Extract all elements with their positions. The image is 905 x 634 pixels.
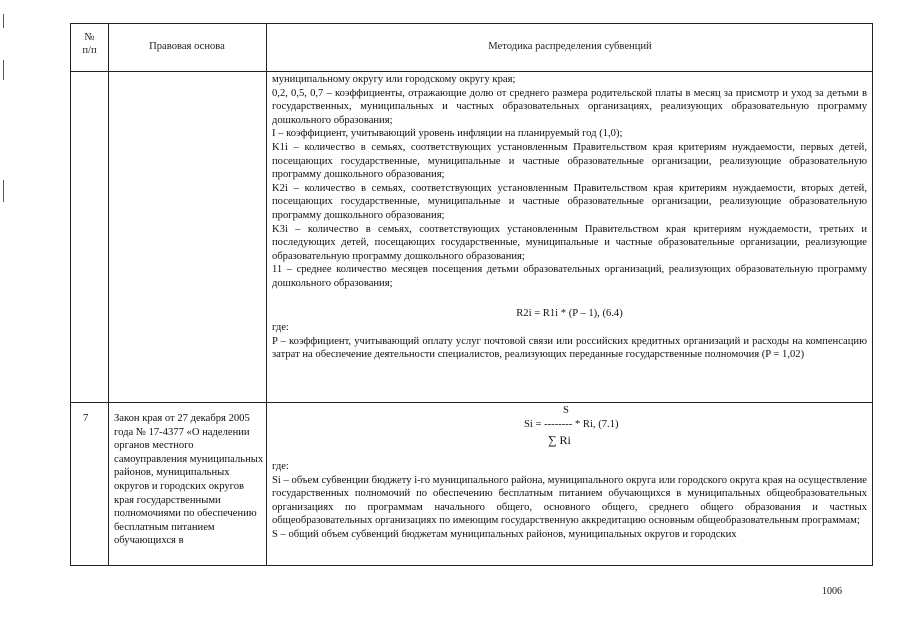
row7-number: 7	[83, 413, 89, 424]
p-definition: P – коэффициент, учитывающий оплату услуг почтовой связи или российских кредитных организаций и расходы на компенсацию затрат на обеспечение деятельности специалистов, реализующих переданные государственные полномочия (P = 1,02)	[272, 335, 867, 361]
header-num-line1: №	[84, 32, 95, 43]
scan-mark	[3, 60, 4, 80]
header-num-line2: п/п	[82, 45, 97, 56]
header-basis-col: Правовая основа	[149, 41, 225, 52]
formula-main: Si = -------- * Ri, (7.1)	[524, 419, 619, 430]
header-method-col: Методика распределения субвенций	[488, 41, 652, 52]
formula-denominator: ∑ Ri	[548, 433, 571, 447]
page-number: 1006	[822, 586, 842, 597]
row7-method-cell	[272, 404, 867, 542]
row6-line: K3i – количество в семьях, соответствующих установленным Правительством края критериям нуждаемости, третьих и последующих детей, посещающих государственные, муниципальные и частные образовательные организации, реализующие образовательную программу дошкольного образования;	[272, 223, 867, 262]
formula-6-4: R2i = R1i * (P – 1), (6.4)	[516, 307, 623, 319]
row6-line: 0,2, 0,5, 0,7 – коэффициенты, отражающие долю от среднего размера родительской платы в месяц за присмотр и уход за детьми в государственных, муниципальных и частных образовательных организациях, реализующих образовательную программу дошкольного образования;	[272, 87, 867, 126]
formula-numerator: S	[563, 405, 569, 416]
row7-law-text: Закон края от 27 декабря 2005 года № 17-4377 «О наделении органов местного самоуправления муниципальных районов, муниципальных округов и городских округов края государственными полномочиями по обеспечению бесплатным питанием обучающихся в	[114, 413, 264, 547]
header-divider	[71, 71, 872, 72]
scan-mark	[3, 14, 4, 28]
row6-line: муниципальному округу или городскому округу края;	[272, 74, 516, 85]
scan-mark	[3, 180, 4, 202]
row6-method-cell	[272, 73, 867, 362]
row7-law-cell	[114, 412, 265, 548]
row-divider	[71, 402, 872, 403]
s-definition: S – общий объем субвенций бюджетам муниципальных районов, муниципальных округов и городских	[272, 528, 737, 540]
header-num-col	[71, 31, 108, 57]
formula-7-1	[272, 404, 867, 454]
row6-line: K1i – количество в семьях, соответствующих установленным Правительством края критериям нуждаемости, первых детей, посещающих государственные, муниципальные и частные образовательные организации, реализующие образовательную программу дошкольного образования;	[272, 141, 867, 181]
column-divider	[266, 24, 267, 565]
document-table	[70, 23, 873, 566]
where-label: где:	[272, 461, 289, 472]
where-label: где:	[272, 322, 289, 334]
row6-line: K2i – количество в семьях, соответствующих установленным Правительством края критериям нуждаемости, вторых детей, посещающих государственные, муниципальные и частные образовательные организации, реализующие образовательную программу дошкольного образования;	[272, 182, 867, 221]
row6-line: 11 – среднее количество месяцев посещения детьми образовательных организаций, реализующих образовательную программу дошкольного образования;	[272, 264, 867, 289]
si-definition: Si – объем субвенции бюджету i-го муниципального района, муниципального округа или городского округа края на осуществление государственных полномочий по обеспечению бесплатным питанием обучающихся в муниципальных общеобразовательных организациях по программам начального общего, основного общего, среднего общего образования и частных общеобразовательных организациях по имеющим государственную аккредитацию основным общеобразовательным программам;	[272, 474, 867, 527]
row6-line: I – коэффициент, учитывающий уровень инфляции на планируемый год (1,0);	[272, 128, 623, 140]
column-divider	[108, 24, 109, 565]
